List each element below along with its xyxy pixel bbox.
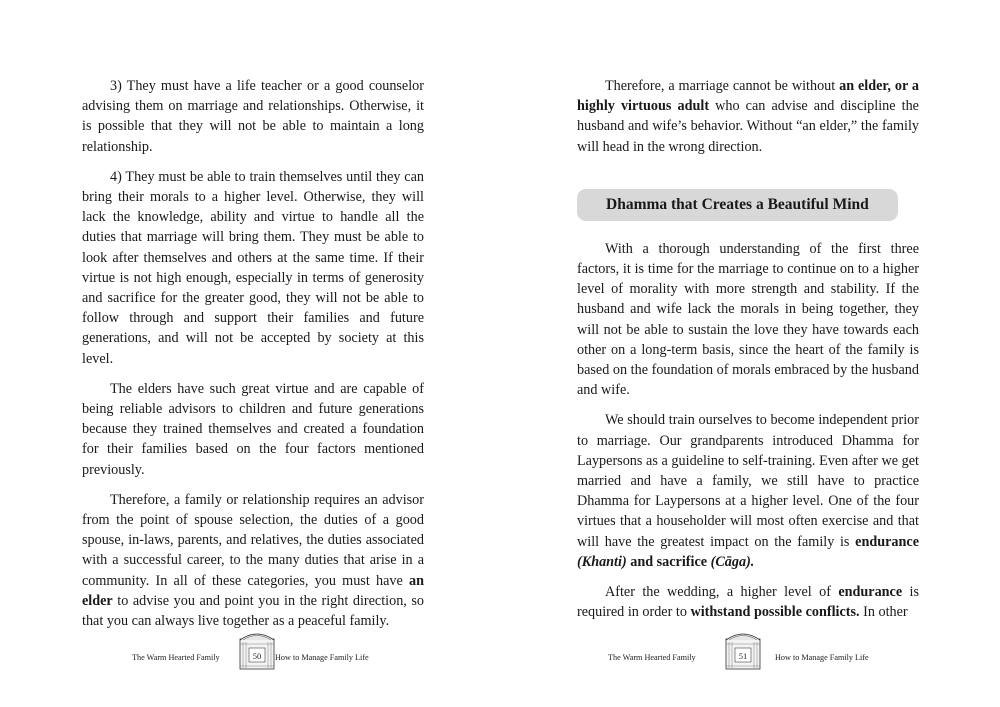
left-page-body [82,76,424,641]
paragraph: With a thorough understanding of the first three factors, it is time for the marriage to continue on to a higher level of morality with more strength and stability. If the husband and wife lack the morals in being together, they will not be able to sustain the love they have towards each other on a long-term basis, since the heart of the family is based on the foundation of morals embraced by the husband and wife. [577,240,919,399]
footer-chapter-title: How to Manage Family Life [775,653,869,662]
page-number-emblem [724,630,762,670]
page-footer [500,630,1000,670]
paragraph: Therefore, a family or relationship requires an advisor from the point of spouse selection, the duties of a good spouse, in-laws, parents, and relatives, the duties associated with a successful career, to the many duties that arise in a community. In all of these categories, you must have an elder to advise you and point you in the right direction, so that you can always live together as a peaceful family. [82,491,424,630]
page-number: 50 [252,651,262,661]
paragraph: The elders have such great virtue and are capable of being reliable advisors to children and future generations because they trained themselves and created a foundation for their families based on the four factors mentioned previously. [82,380,424,478]
right-page-body [577,76,919,632]
page-footer [0,630,500,670]
paragraph: Therefore, a marriage cannot be without an elder, or a highly virtuous adult who can advise and discipline the husband and wife’s behavior. Without “an elder,” the family will head in the wrong direction. [577,78,919,155]
page-number: 51 [738,651,748,661]
paragraph: We should train ourselves to become independent prior to marriage. Our grandparents introduced Dhamma for Laypersons as a guideline to self-training. Even after we get married and have a family, we still have to practice Dhamma for Laypersons at a higher level. One of the four virtues that a householder will most often exercise and that will have the greatest impact on the family is endurance (Khanti) and sacrifice (Cāga). [577,412,919,570]
page-number-emblem [238,630,276,670]
footer-chapter-title: How to Manage Family Life [275,653,369,662]
arch-emblem-icon [724,630,762,670]
arch-emblem-icon [238,630,276,670]
footer-book-title: The Warm Hearted Family [608,653,696,662]
paragraph: 3) They must have a life teacher or a good counselor advising them on marriage and relationships. Otherwise, it is possible that they will not be able to maintain a long relationship. [82,78,424,155]
paragraph: 4) They must be able to train themselves until they can bring their morals to a higher level. Otherwise, they will lack the knowledge, ability and virtue to handle all the duties that marriage will bring them. They must be able to look after themselves and others at the same time. If their virtue is not high enough, especially in terms of generosity and sacrifice for the greater good, they will not be able to follow through and support their families and future generations, and will not be accepted by society at this level. [82,168,424,367]
footer-book-title: The Warm Hearted Family [132,653,220,662]
section-heading: Dhamma that Creates a Beautiful Mind [577,189,898,221]
right-page [500,0,1000,707]
paragraph: After the wedding, a higher level of endurance is required in order to withstand possible conflicts. In other [577,584,920,621]
